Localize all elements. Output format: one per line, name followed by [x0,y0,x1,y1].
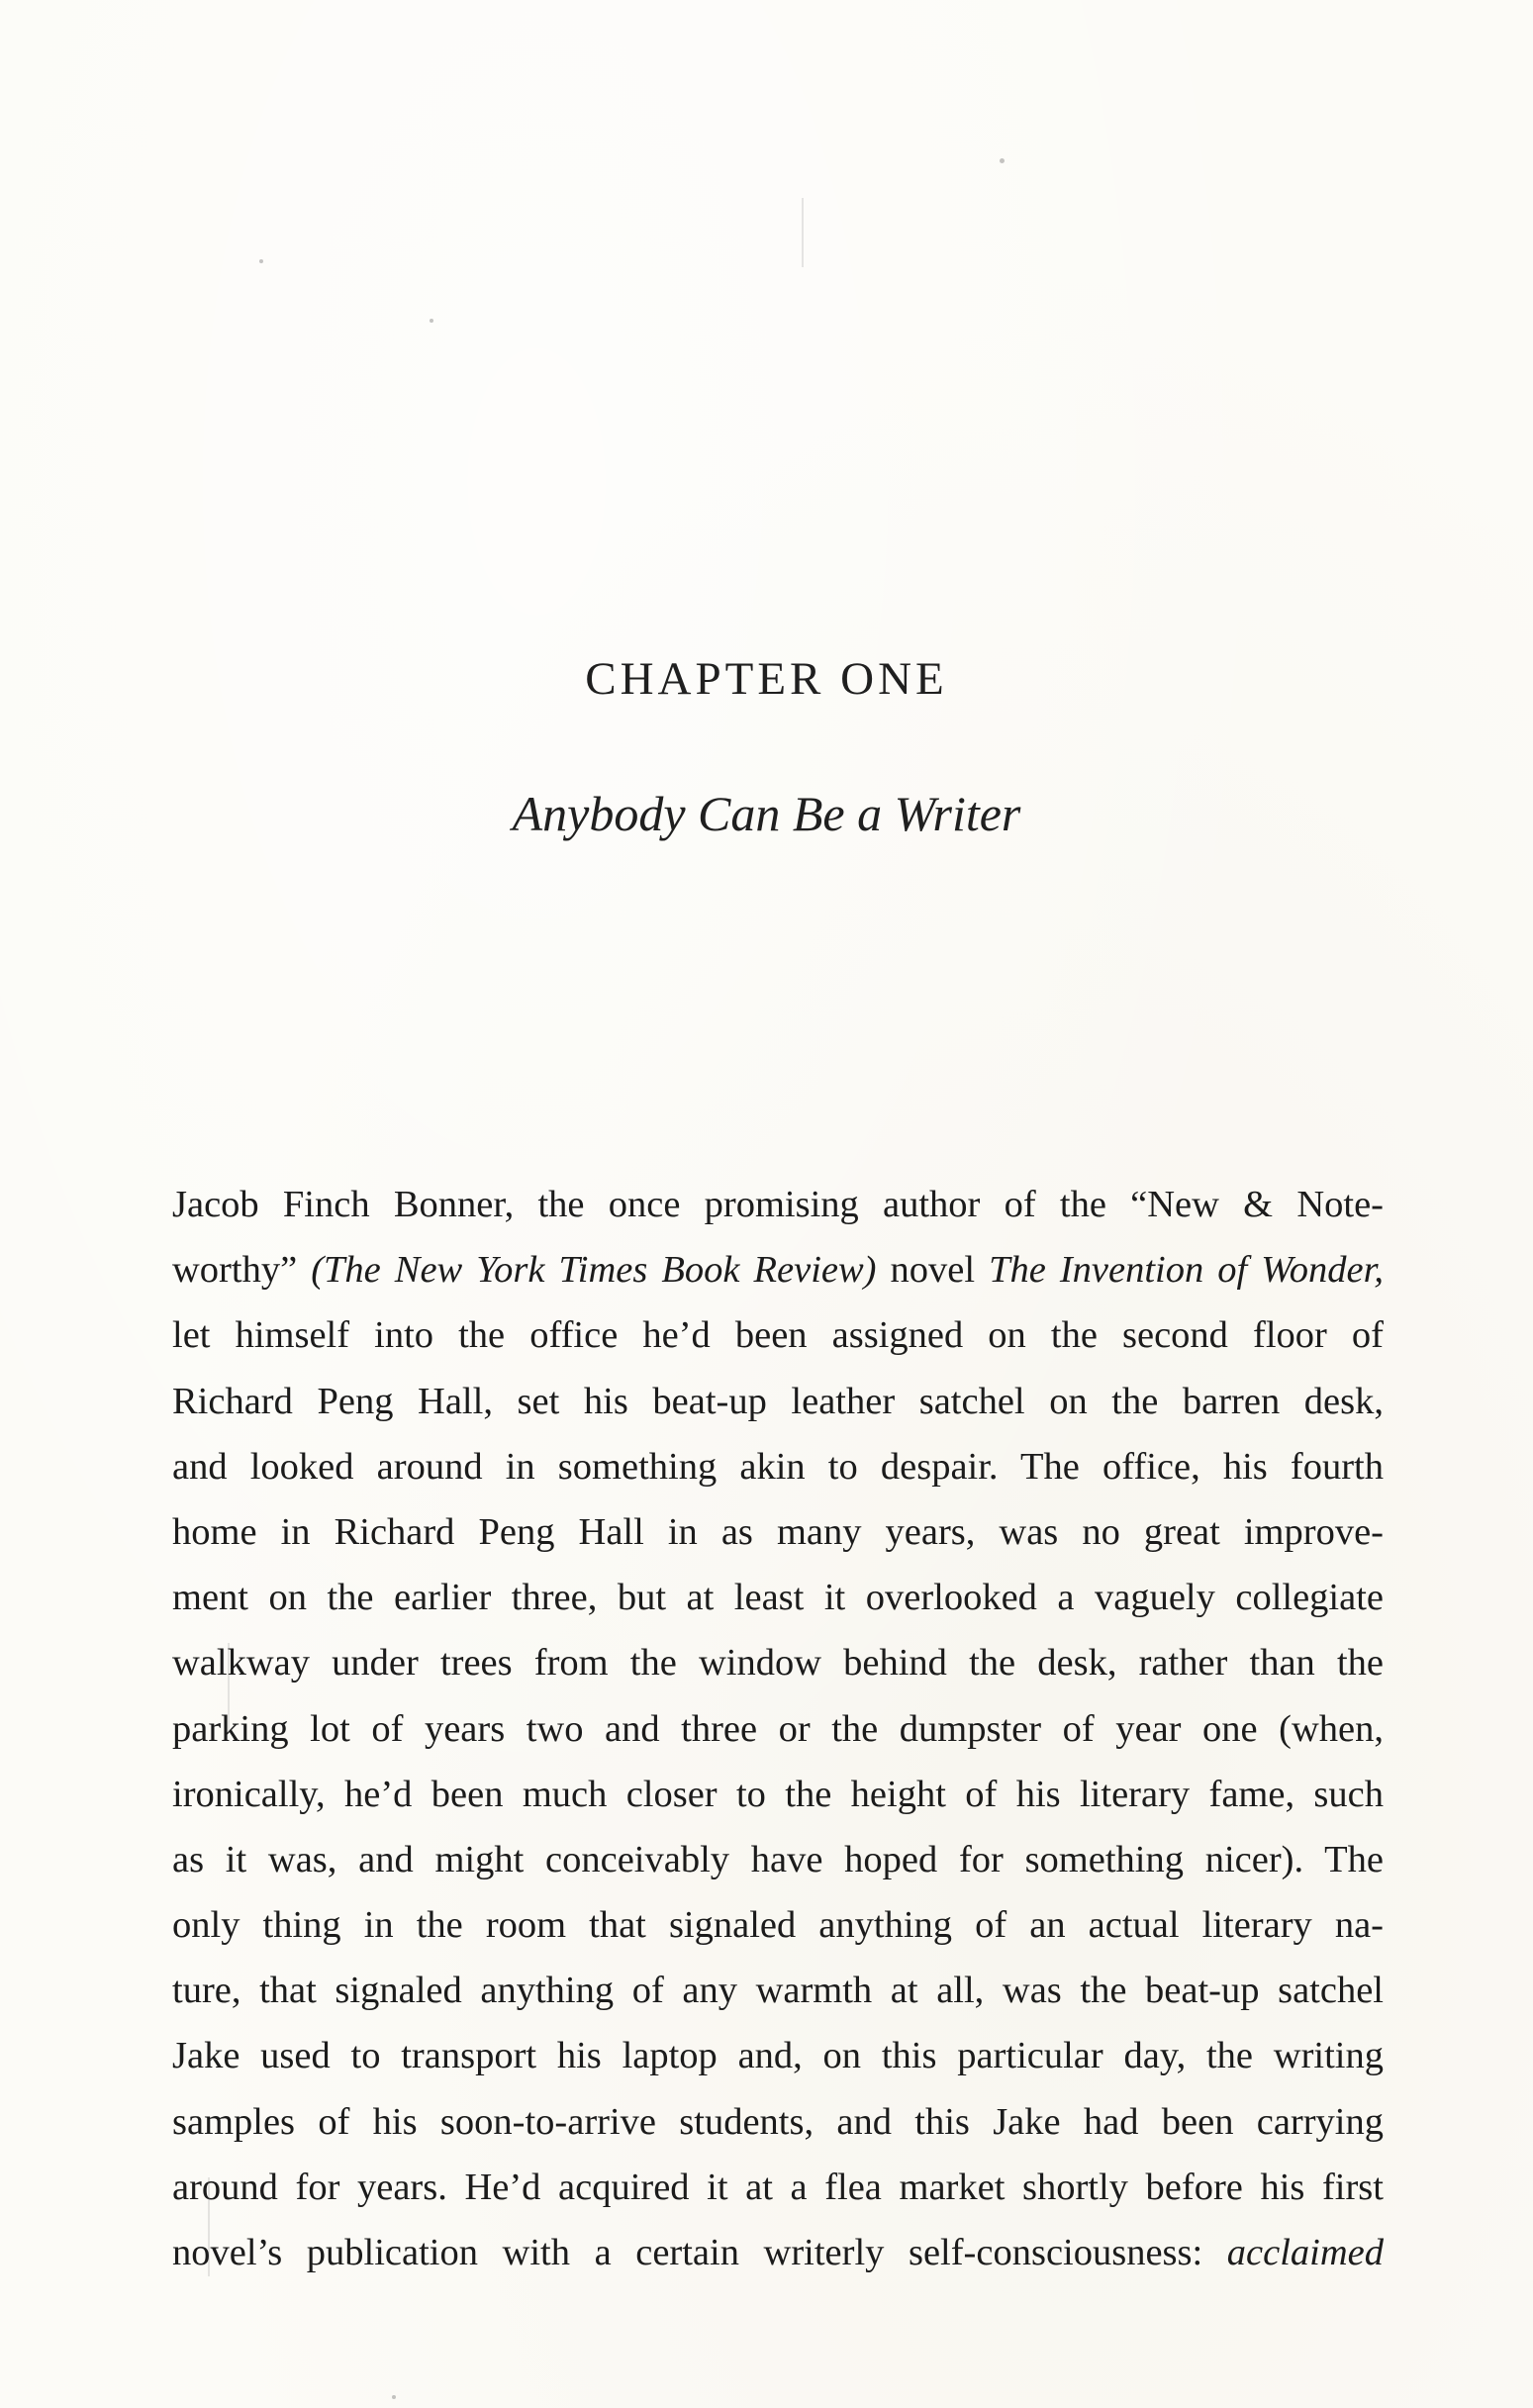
text-line [172,1302,1384,1368]
scan-scratch [802,198,804,267]
text-line [172,1434,1384,1499]
chapter-title: Anybody Can Be a Writer [512,786,1021,841]
text-line [172,1958,1384,2023]
text-line [172,1499,1384,1565]
text-line [172,2023,1384,2088]
text-line [172,1237,1384,1302]
scan-speck [392,2395,396,2399]
text-line [172,1762,1384,1827]
text-line [172,1696,1384,1762]
text-segment: home in Richard Peng Hall in as many years, was no great improve- [172,1510,1384,1553]
italic-text: (The New York Times Book Review) [311,1249,877,1292]
italic-text: The Invention of Wonder, [989,1249,1384,1292]
text-segment: walkway under trees from the window behind the desk, rather than the [172,1642,1384,1685]
scan-scratch [228,1643,230,1732]
scan-speck [430,319,433,323]
text-line [172,1369,1384,1434]
text-segment: and looked around in something akin to despair. The office, his fourth [172,1445,1384,1488]
chapter-heading: CHAPTER ONE [585,653,948,705]
italic-text: acclaimed [1226,2232,1384,2273]
text-segment: ment on the earlier three, but at least it overlooked a vaguely collegiate [172,1577,1384,1619]
text-segment: novel’s publication with a certain writerly self-consciousness: [172,2232,1227,2273]
text-segment: parking lot of years two and three or the dumpster of year one (when, [172,1707,1384,1750]
text-line [172,1630,1384,1695]
text-segment: only thing in the room that signaled anything of an actual literary na- [172,1904,1384,1947]
text-line [172,1172,1384,1237]
text-segment: as it was, and might conceivably have hoped for something nicer). The [172,1838,1384,1880]
text-line [172,2155,1384,2220]
text-segment: ironically, he’d been much closer to the height of his literary fame, such [172,1773,1384,1815]
text-segment: Jacob Finch Bonner, the once promising author of the “New & Note- [172,1184,1384,1225]
scan-speck [259,259,263,263]
text-segment: let himself into the office he’d been assigned on the second floor of [172,1314,1384,1357]
text-line [172,1892,1384,1958]
text-line [172,2220,1384,2285]
text-segment: Richard Peng Hall, set his beat-up leather satchel on the barren desk, [172,1380,1384,1422]
text-segment: worthy” [172,1249,312,1292]
scan-speck [1000,158,1005,163]
body-paragraph [172,1172,1384,2285]
text-segment: ture, that signaled anything of any warmth at all, was the beat-up satchel [172,1970,1384,2012]
text-segment: Jake used to transport his laptop and, on this particular day, the writing [172,2035,1384,2077]
scan-scratch [208,2177,210,2276]
text-line [172,1827,1384,1892]
text-segment: novel [876,1249,990,1292]
text-segment: around for years. He’d acquired it at a flea market shortly before his first [172,2166,1384,2208]
text-segment: samples of his soon-to-arrive students, and this Jake had been carrying [172,2100,1384,2143]
text-line [172,2089,1384,2155]
text-line [172,1565,1384,1630]
